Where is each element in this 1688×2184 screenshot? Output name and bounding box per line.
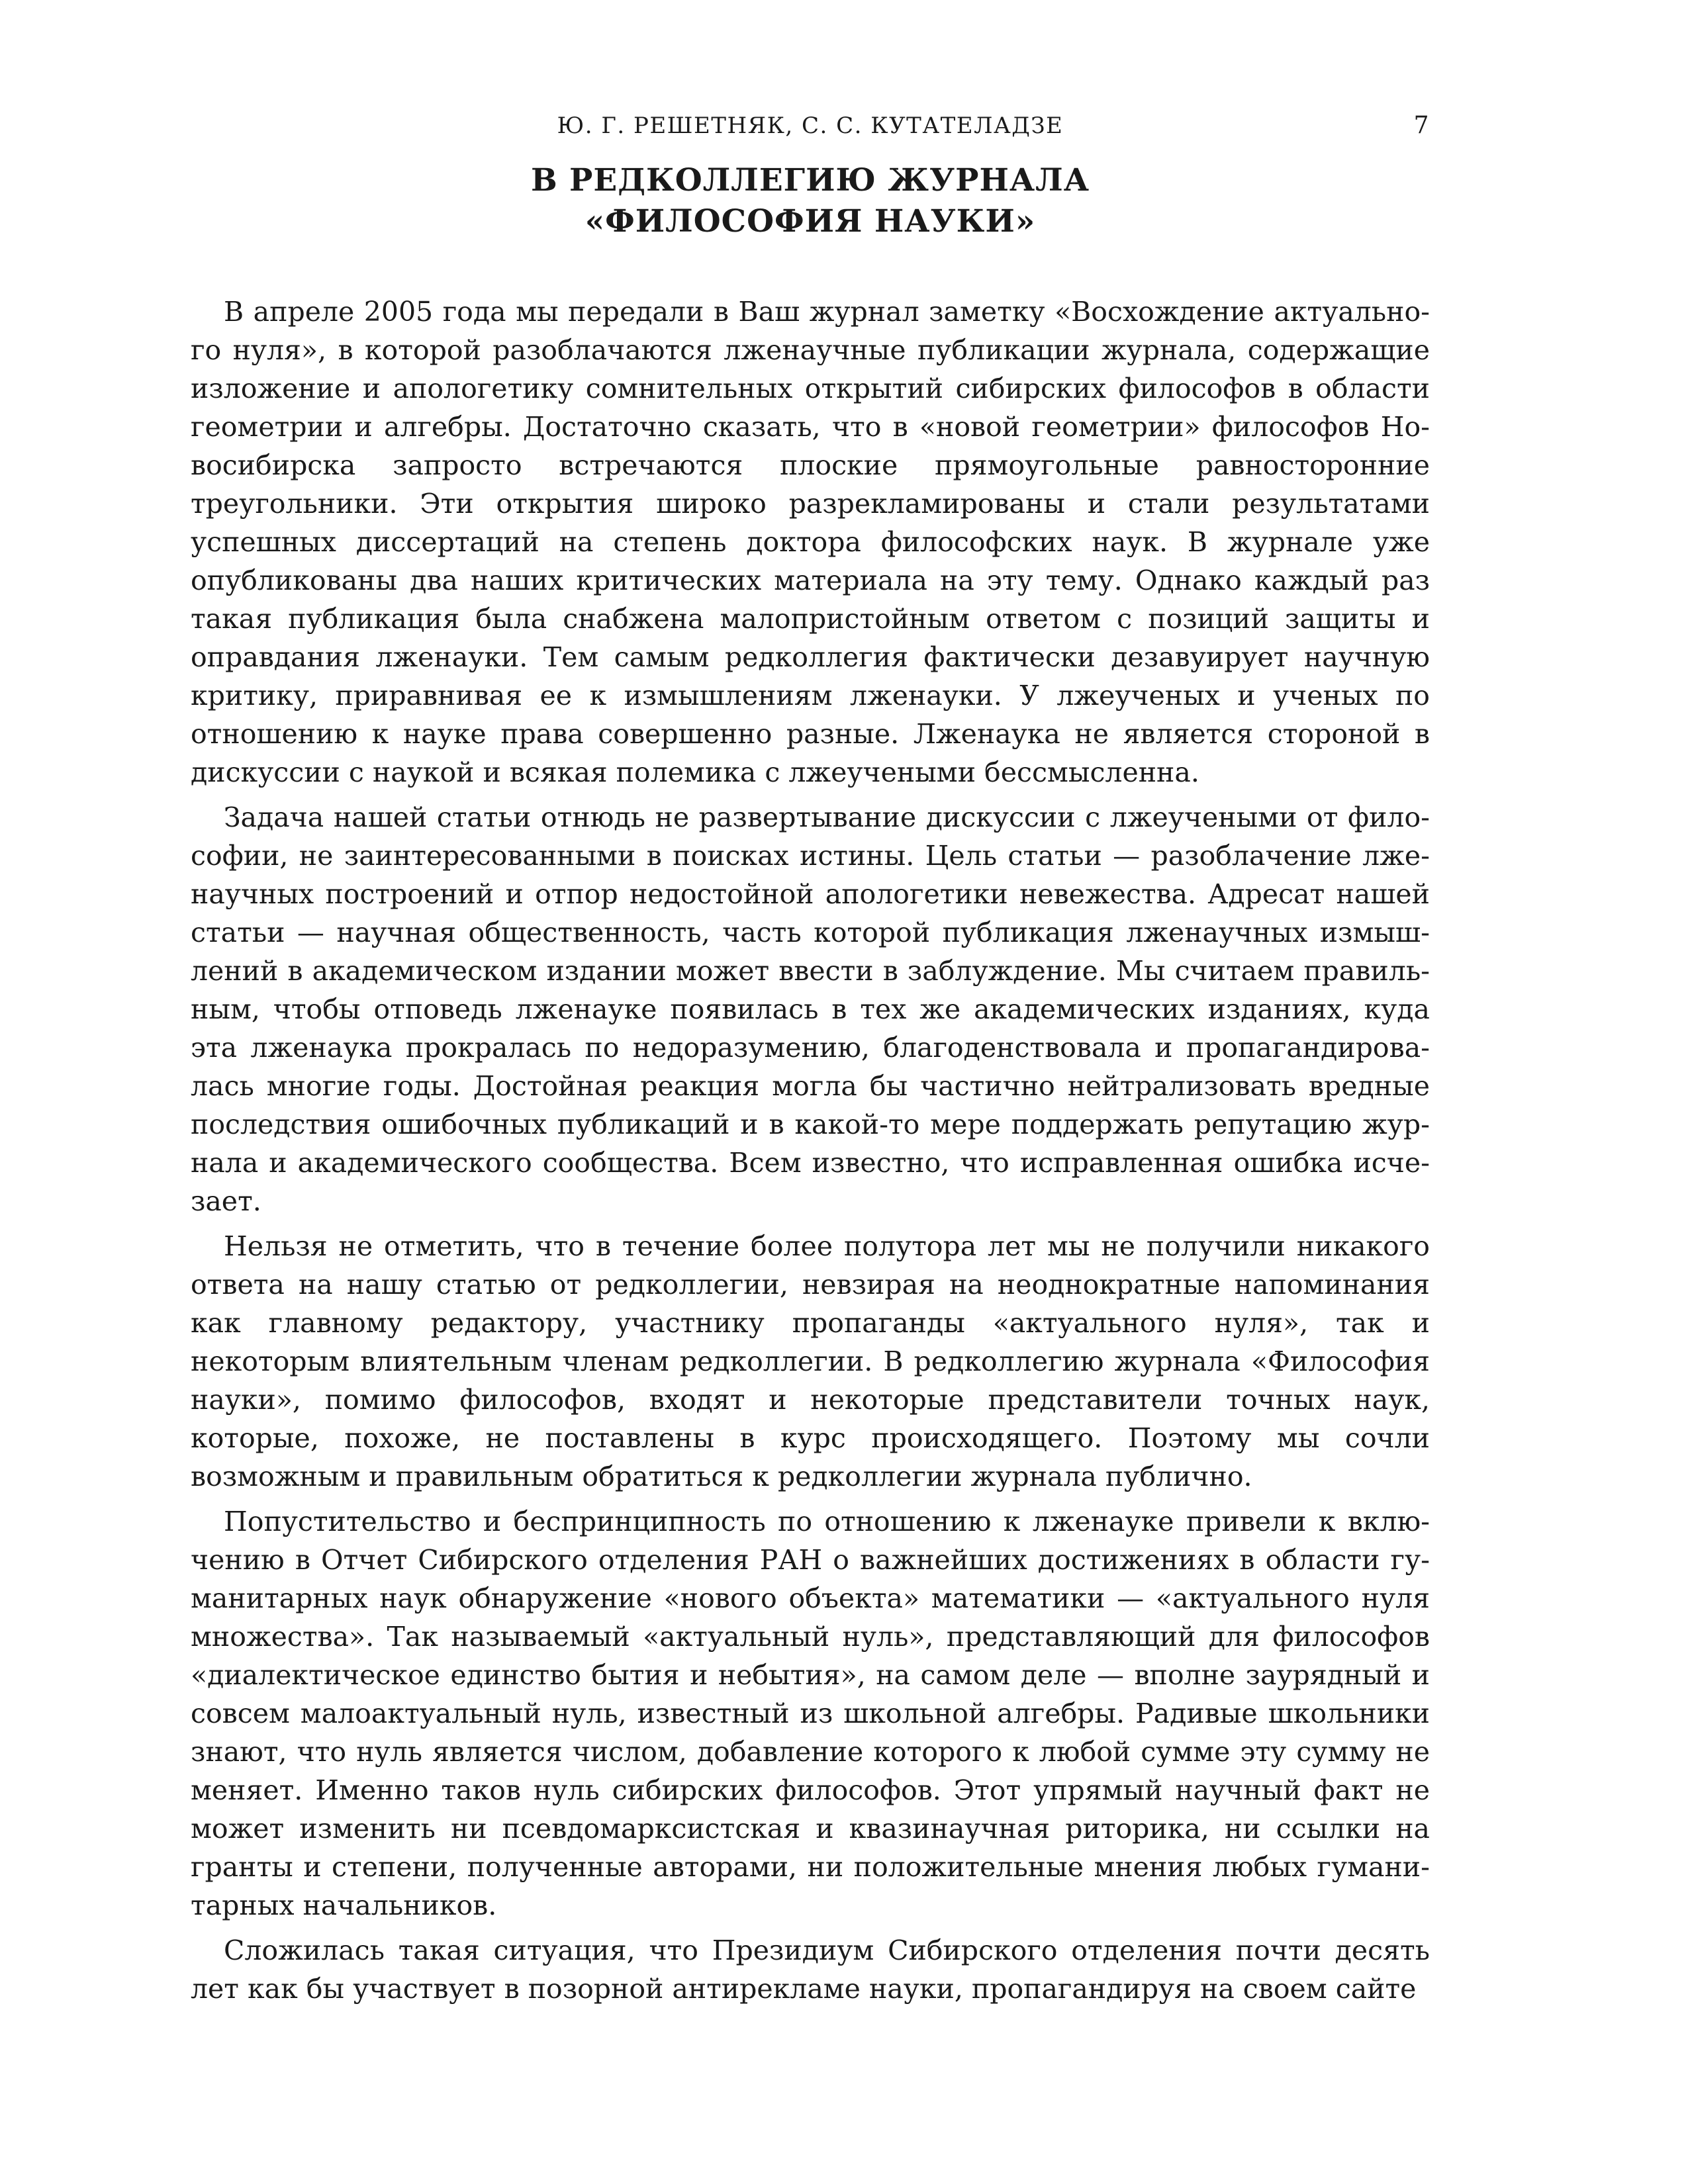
paragraph-4: Попустительство и беспринципность по отношению к лженауке привели к включению в Отчет Сибирского отделения РАН о важнейших достижениях в области гуманитарных наук обнаружение «нового объекта» математики — «актуального нуля множества». Так называемый «актуальный нуль», представляющий для философов «диалектическое единство бытия и небытия», на самом деле — вполне заурядный и совсем малоактуальный нуль, известный из школьной алгебры. Радивые школьники знают, что нуль является числом, добавление которого к любой сумме эту сумму не меняет. Именно таков нуль сибирских философов. Этот упрямый научный факт не может изменить ни псевдомарксистская и квазинаучная риторика, ни ссылки на гранты и степени, полученные авторами, ни положительные мнения любых гуманитарных начальников. <box>191 1506 1430 1921</box>
paragraph-2: Задача нашей статьи отнюдь не развертывание дискуссии с лжеучеными от философии, не заинтересованными в поисках истины. Цель статьи — разоблачение лженаучных построений и отпор недостойной апологетики невежества. Адресат нашей статьи — научная общественность, часть которой публикация лженаучных измышлений в академическом издании может ввести в заблуждение. Мы считаем правильным, чтобы отповедь лженауке появилась в тех же академических изданиях, куда эта лженаука прокралась по недоразумению, благоденствовала и пропагандировалась многие годы. Достойная реакция могла бы частично нейтрализовать вредные последствия ошибочных публикаций и в какой-то мере поддержать репутацию журнала и академического сообщества. Всем известно, что исправленная ошибка исчезает. <box>191 801 1430 1217</box>
title-line-1: В РЕДКОЛЛЕГИЮ ЖУРНАЛА <box>530 162 1090 199</box>
page-number: 7 <box>1413 112 1430 139</box>
paragraph-5: Сложилась такая ситуация, что Президиум Сибирского отделения почти десять лет как бы участвует в позорной антирекламе науки, пропагандируя на своем сайте <box>191 1934 1430 2005</box>
document-page <box>191 106 1430 2008</box>
title-line-2: «ФИЛОСОФИЯ НАУКИ» <box>585 203 1036 240</box>
running-header <box>191 106 1430 146</box>
article-title <box>191 160 1430 242</box>
paragraph-1: В апреле 2005 года мы передали в Ваш журнал заметку «Восхождение актуального нуля», в которой разоблачаются лженаучные публикации журнала, содержащие изложение и апологетику сомнительных открытий сибирских философов в области геометрии и алгебры. Достаточно сказать, что в «новой геометрии» философов Новосибирска запросто встречаются плоские прямоугольные равносторонние треугольники. Эти открытия широко разрекламированы и стали результатами успешных диссертаций на степень доктора философских наук. В журнале уже опубликованы два наших критических материала на эту тему. Однако каждый раз такая публикация была снабжена малопристойным ответом с позиций защиты и оправдания лженауки. Тем самым редколлегия фактически дезавуирует научную критику, приравнивая ее к измышлениям лженауки. У лжеученых и ученых по отношению к науке права совершенно разные. Лженаука не является стороной в дискуссии с наукой и всякая полемика с лжеучеными бессмысленна. <box>191 296 1430 788</box>
header-authors: Ю. Г. РЕШЕТНЯК, С. С. КУТАТЕЛАДЗЕ <box>557 113 1064 139</box>
paragraph-3: Нельзя не отметить, что в течение более полутора лет мы не получили никакого ответа на нашу статью от редколлегии, невзирая на неоднократные напоминания как главному редактору, участнику пропаганды «актуального нуля», так и некоторым влиятельным членам редколлегии. В редколлегию журнала «Философия науки», помимо философов, входят и некоторые представители точных наук, которые, похоже, не поставлены в курс происходящего. Поэтому мы сочли возможным и правильным обратиться к редколлегии журнала публично. <box>191 1230 1430 1492</box>
article-body <box>191 293 1430 2008</box>
